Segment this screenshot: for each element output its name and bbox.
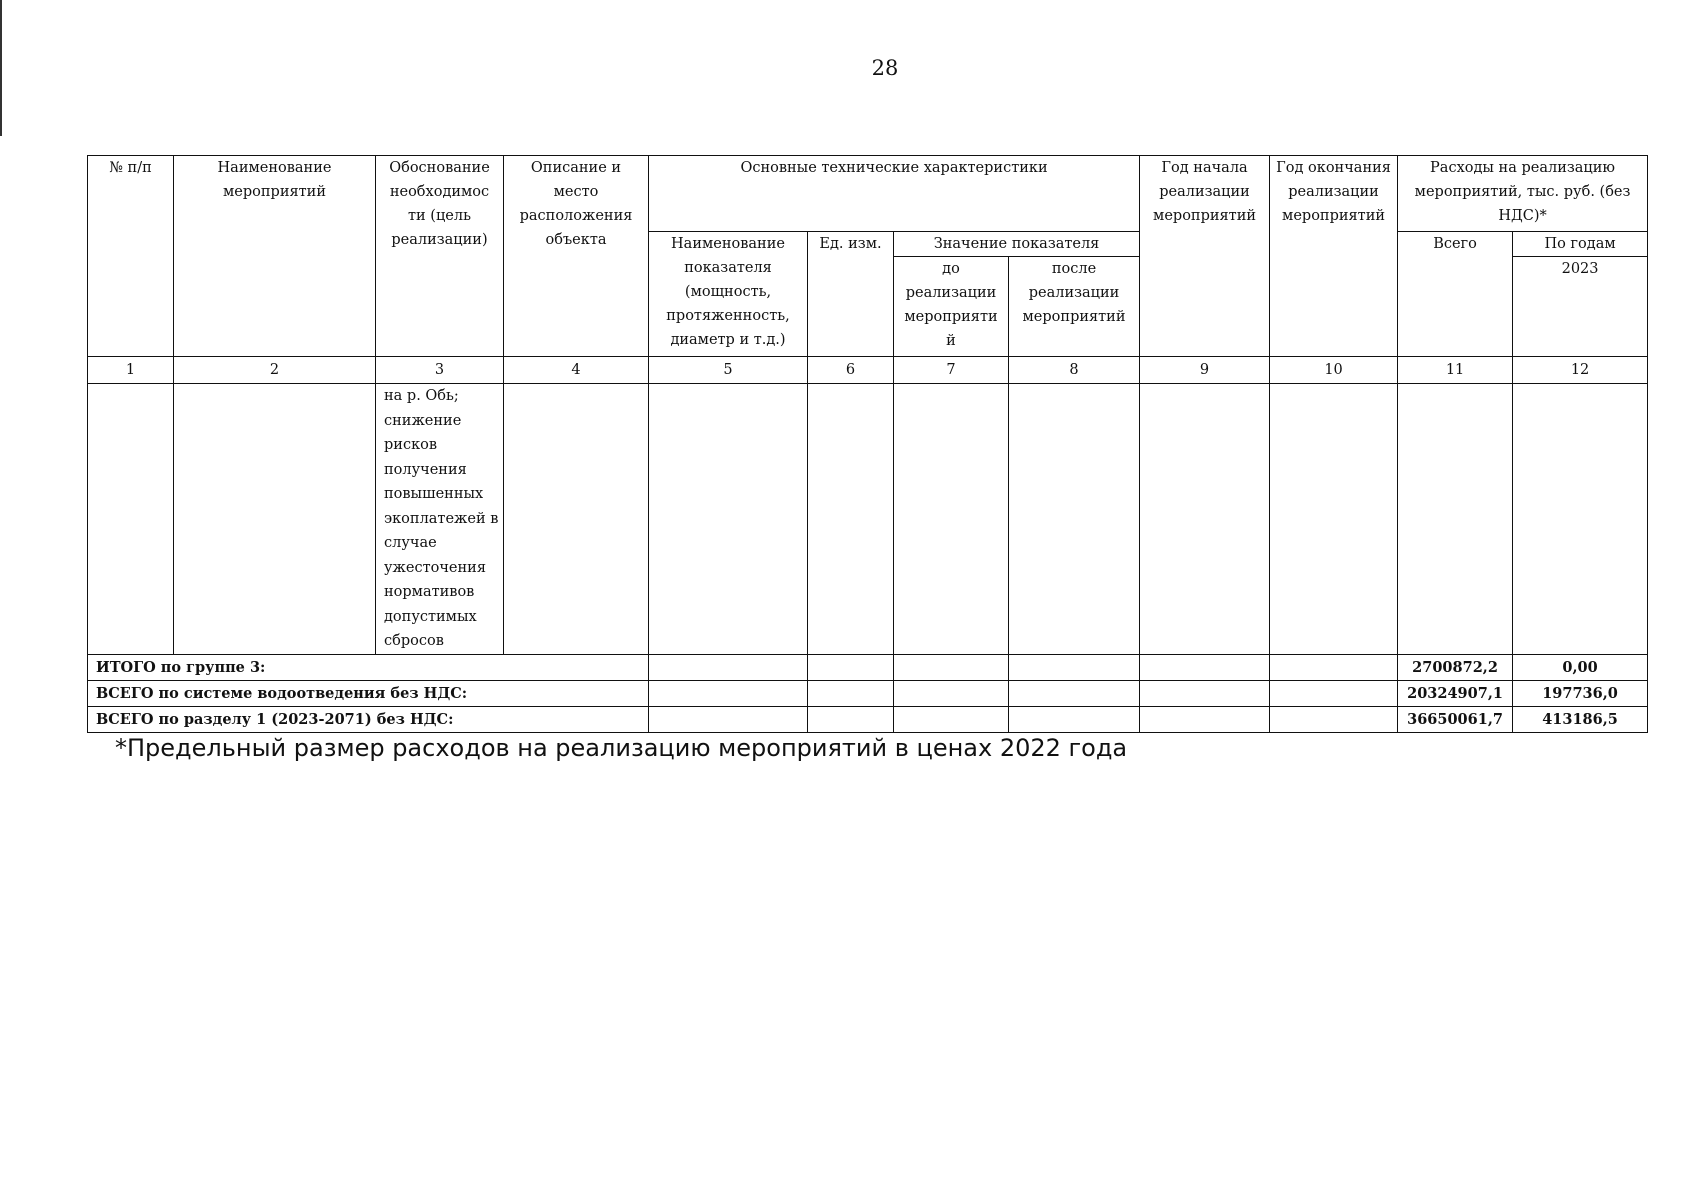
header-indicator-value: Значение показателя <box>894 232 1140 257</box>
header-costs-by-year: По годам <box>1513 232 1648 257</box>
cell-empty <box>504 384 649 655</box>
cell-empty <box>649 707 808 733</box>
cell-empty <box>1009 655 1140 681</box>
header-indicator-name: Наименование показателя (мощность, протяженность, диаметр и т.д.) <box>649 232 808 357</box>
cell-empty <box>808 384 894 655</box>
total-row-wastewater <box>88 681 1648 707</box>
cell-empty <box>808 655 894 681</box>
page-number: 28 <box>871 56 899 80</box>
cell-empty <box>1398 384 1513 655</box>
column-number: 7 <box>894 357 1009 384</box>
header-value-before: до реализации мероприяти й <box>894 257 1009 357</box>
cell-empty <box>1140 655 1270 681</box>
total-year-value: 413186,5 <box>1513 707 1648 733</box>
total-year-value: 197736,0 <box>1513 681 1648 707</box>
column-number: 12 <box>1513 357 1648 384</box>
cell-empty <box>808 707 894 733</box>
column-number: 2 <box>174 357 376 384</box>
cell-empty <box>894 681 1009 707</box>
header-num: № п/п <box>88 156 174 357</box>
cell-empty <box>649 655 808 681</box>
cell-justification: на р. Обь; снижение рисков получения повышенных экоплатежей в случае ужесточения нормативов допустимых сбросов <box>376 384 504 655</box>
column-number: 6 <box>808 357 894 384</box>
column-number: 8 <box>1009 357 1140 384</box>
header-costs-total: Всего <box>1398 232 1513 357</box>
cell-empty <box>808 681 894 707</box>
total-label: ВСЕГО по разделу 1 (2023-2071) без НДС: <box>88 707 649 733</box>
cell-empty <box>894 655 1009 681</box>
header-row-1 <box>88 156 1648 232</box>
cell-empty <box>1009 681 1140 707</box>
column-number: 4 <box>504 357 649 384</box>
header-activity-name: Наименование мероприятий <box>174 156 376 357</box>
total-value: 36650061,7 <box>1398 707 1513 733</box>
cell-empty <box>894 384 1009 655</box>
cell-empty <box>1270 655 1398 681</box>
header-justification: Обоснование необходимос ти (цель реализации) <box>376 156 504 357</box>
activities-table <box>87 155 1648 733</box>
column-number: 1 <box>88 357 174 384</box>
header-end-year: Год окончания реализации мероприятий <box>1270 156 1398 357</box>
cell-empty <box>1009 384 1140 655</box>
cell-empty <box>1140 707 1270 733</box>
total-value: 20324907,1 <box>1398 681 1513 707</box>
column-number: 5 <box>649 357 808 384</box>
total-label: ИТОГО по группе 3: <box>88 655 649 681</box>
total-label: ВСЕГО по системе водоотведения без НДС: <box>88 681 649 707</box>
column-number: 9 <box>1140 357 1270 384</box>
total-row-group3 <box>88 655 1648 681</box>
footnote: *Предельный размер расходов на реализацию мероприятий в ценах 2022 года <box>115 734 1128 762</box>
header-year-2023: 2023 <box>1513 257 1648 357</box>
total-year-value: 0,00 <box>1513 655 1648 681</box>
header-location: Описание и место расположения объекта <box>504 156 649 357</box>
header-start-year: Год начала реализации мероприятий <box>1140 156 1270 357</box>
column-number: 10 <box>1270 357 1398 384</box>
cell-empty <box>1270 707 1398 733</box>
header-costs: Расходы на реализацию мероприятий, тыс. руб. (без НДС)* <box>1398 156 1648 232</box>
cell-empty <box>1009 707 1140 733</box>
cell-empty <box>1140 681 1270 707</box>
header-unit: Ед. изм. <box>808 232 894 357</box>
cell-empty <box>649 681 808 707</box>
cell-empty <box>88 384 174 655</box>
cell-empty <box>1270 384 1398 655</box>
column-number-row <box>88 357 1648 384</box>
cell-empty <box>1140 384 1270 655</box>
cell-empty <box>1270 681 1398 707</box>
cell-empty <box>894 707 1009 733</box>
table-row <box>88 384 1648 655</box>
cell-empty <box>649 384 808 655</box>
column-number: 11 <box>1398 357 1513 384</box>
column-number: 3 <box>376 357 504 384</box>
cell-empty <box>174 384 376 655</box>
total-value: 2700872,2 <box>1398 655 1513 681</box>
cell-empty <box>1513 384 1648 655</box>
total-row-section1 <box>88 707 1648 733</box>
header-value-after: после реализации мероприятий <box>1009 257 1140 357</box>
header-tech-characteristics: Основные технические характеристики <box>649 156 1140 232</box>
